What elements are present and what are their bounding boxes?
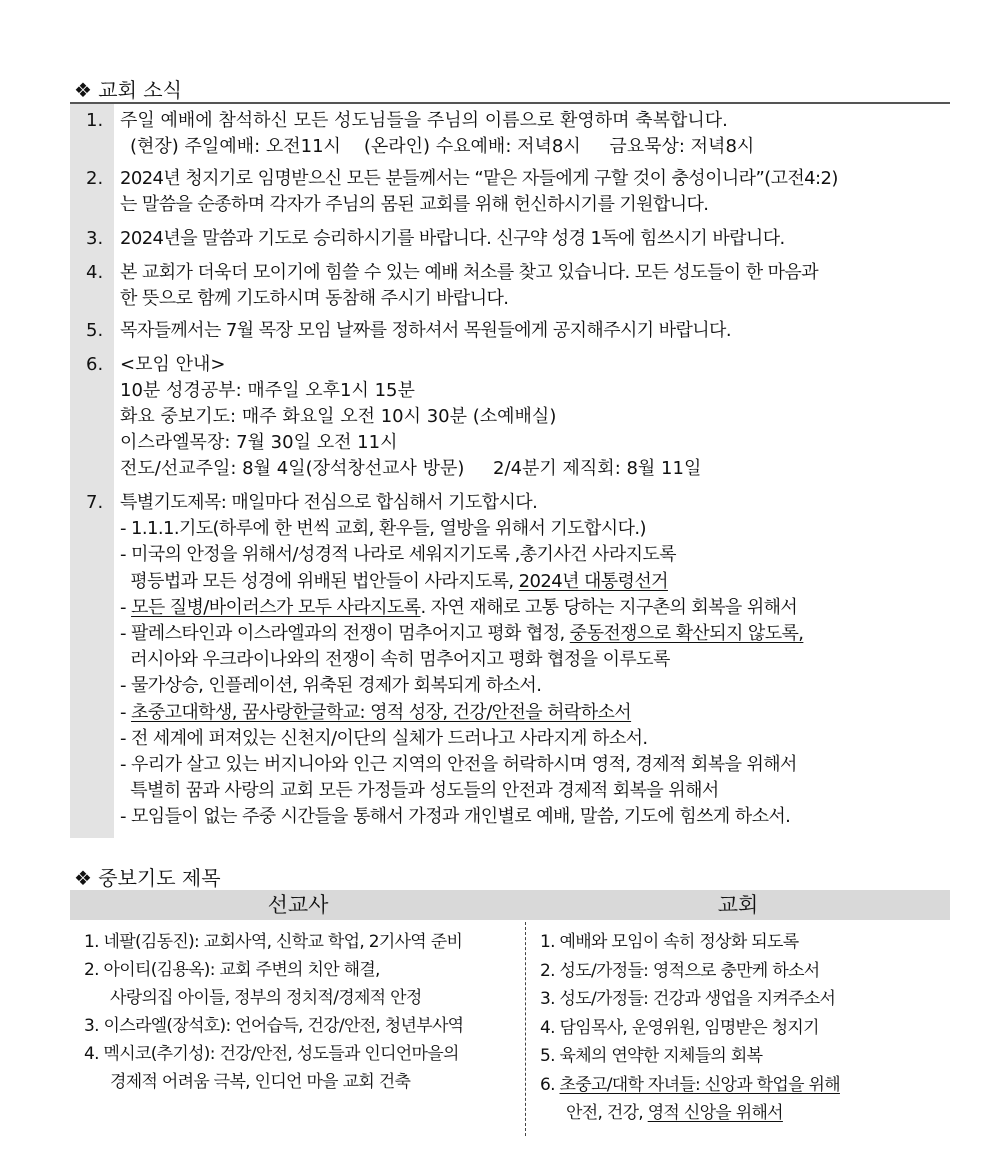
list-item: 1. 네팔(김동진): 교회사역, 신학교 학업, 2기사역 준비 — [84, 932, 463, 952]
list-item: 안전, 건강, 영적 신앙을 위해서 — [566, 1103, 783, 1123]
section-title-church-news: ❖ 교회 소식 — [74, 78, 182, 102]
prayer-line: - 초중고대학생, 꿈사랑한글학교: 영적 성장, 건강/안전을 허락하소서 — [120, 701, 632, 723]
prayer-line: - 전 세계에 퍼져있는 신천지/이단의 실체가 드러나고 사라지게 하소서. — [120, 727, 648, 749]
prayer-line: 특별히 꿈과 사랑의 교회 모든 가정들과 성도들의 안전과 경제적 회복을 위해서 — [120, 780, 719, 802]
prayer-line: - 팔레스타인과 이스라엘과의 전쟁이 멈추어지고 평화 협정, 중동전쟁으로 확산되지 않도록, — [120, 623, 804, 645]
list-item: 3. 성도/가정들: 건강과 생업을 지켜주소서 — [540, 989, 836, 1009]
list-item: 6. 초중고/대학 자녀들: 신앙과 학업을 위해 — [540, 1074, 840, 1095]
prayer-line: - 물가상승, 인플레이션, 위축된 경제가 회복되게 하소서. — [120, 675, 542, 697]
prayer-line: - 미국의 안정을 위해서/성경적 나라로 세워지기도록 ,총기사건 사라지도록 — [120, 544, 676, 566]
item-number: 1. — [86, 110, 104, 131]
item-line: 목자들께서는 7월 목장 모임 날짜를 정하셔서 목원들에게 공지해주시기 바랍니다. — [120, 320, 731, 341]
list-item: 5. 육체의 연약한 지체들의 회복 — [540, 1046, 763, 1066]
prayer-line: 러시아와 우크라이나와의 전쟁이 속히 멈추어지고 평화 협정을 이루도록 — [120, 649, 670, 671]
item-line: 전도/선교주일: 8월 4일(장석창선교사 방문) 2/4분기 제직회: 8월 11일 — [120, 458, 702, 479]
item-line: 2024년 청지기로 임명받으신 모든 분들께서는 “맡은 자들에게 구할 것이 충성이니라”(고전4:2) — [120, 168, 838, 189]
section-rule — [70, 102, 950, 104]
item-line: 본 교회가 더욱더 모이기에 힘쓸 수 있는 예배 처소를 찾고 있습니다. 모든 성도들이 한 마음과 — [120, 262, 818, 283]
prayer-line: - 1.1.1.기도(하루에 한 번씩 교회, 환우들, 열방을 위해서 기도합시다.) — [120, 518, 646, 540]
column-divider — [525, 922, 526, 1136]
list-item: 3. 이스라엘(장석호): 언어습득, 건강/안전, 청년부사역 — [84, 1016, 464, 1036]
list-item: 1. 예배와 모임이 속히 정상화 되도록 — [540, 932, 799, 952]
item-line: 주일 예배에 참석하신 모든 성도님들을 주님의 이름으로 환영하며 축복합니다. — [120, 110, 728, 131]
item-line: 2024년을 말씀과 기도로 승리하시기를 바랍니다. 신구약 성경 1독에 힘쓰시기 바랍니다. — [120, 228, 785, 249]
item-line: 한 뜻으로 함께 기도하시며 동참해 주시기 바랍니다. — [120, 288, 509, 309]
meeting-heading: <모임 안내> — [120, 354, 226, 375]
item-number: 2. — [86, 168, 104, 189]
item-line: 10분 성경공부: 매주일 오후1시 15분 — [120, 380, 415, 401]
list-item: 4. 멕시코(추기성): 건강/안전, 성도들과 인디언마을의 — [84, 1044, 459, 1064]
header-missionary: 선교사 — [267, 893, 329, 917]
item-line: 특별기도제목: 매일마다 전심으로 합심해서 기도합시다. — [120, 492, 538, 513]
list-item: 2. 아이티(김용옥): 교회 주변의 치안 해결, — [84, 960, 380, 980]
missionary-list — [84, 928, 520, 1096]
header-church: 교회 — [717, 893, 759, 917]
item-number: 5. — [86, 320, 104, 341]
list-item: 사랑의집 아이들, 정부의 정치적/경제적 안정 — [110, 988, 422, 1008]
prayer-line: - 모든 질병/바이러스가 모두 사라지도록. 자연 재해로 고통 당하는 지구촌의 회복을 위해서 — [120, 596, 798, 618]
item-number: 3. — [86, 228, 104, 249]
number-column-shade — [70, 104, 114, 838]
section-title-intercession: ❖ 중보기도 제목 — [74, 866, 221, 890]
church-list — [540, 928, 950, 1128]
prayer-line: - 모임들이 없는 주중 시간들을 통해서 가정과 개인별로 예배, 말씀, 기도에 힘쓰게 하소서. — [120, 806, 791, 828]
item-line: 화요 중보기도: 매주 화요일 오전 10시 30분 (소예배실) — [120, 406, 557, 427]
list-item: 4. 담임목사, 운영위원, 임명받은 청지기 — [540, 1017, 819, 1038]
item-line: 는 말씀을 순종하며 각자가 주님의 몸된 교회를 위해 헌신하시기를 기원합니다. — [120, 194, 709, 215]
item-number: 7. — [86, 492, 104, 513]
prayer-line: - 우리가 살고 있는 버지니아와 인근 지역의 안전을 허락하시며 영적, 경제적 회복을 위해서 — [120, 754, 797, 776]
list-item: 2. 성도/가정들: 영적으로 충만케 하소서 — [540, 960, 820, 981]
item-line: (현장) 주일예배: 오전11시 (온라인) 수요예배: 저녁8시 금요묵상: 저녁8시 — [130, 136, 755, 157]
list-item: 경제적 어려움 극복, 인디언 마을 교회 건축 — [110, 1072, 411, 1092]
item-number: 4. — [86, 262, 104, 283]
item-number: 6. — [86, 354, 104, 375]
item-line: 이스라엘목장: 7월 30일 오전 11시 — [120, 432, 398, 453]
prayer-line: 평등법과 모든 성경에 위배된 법안들이 사라지도록, 2024년 대통령선거 — [120, 570, 668, 592]
